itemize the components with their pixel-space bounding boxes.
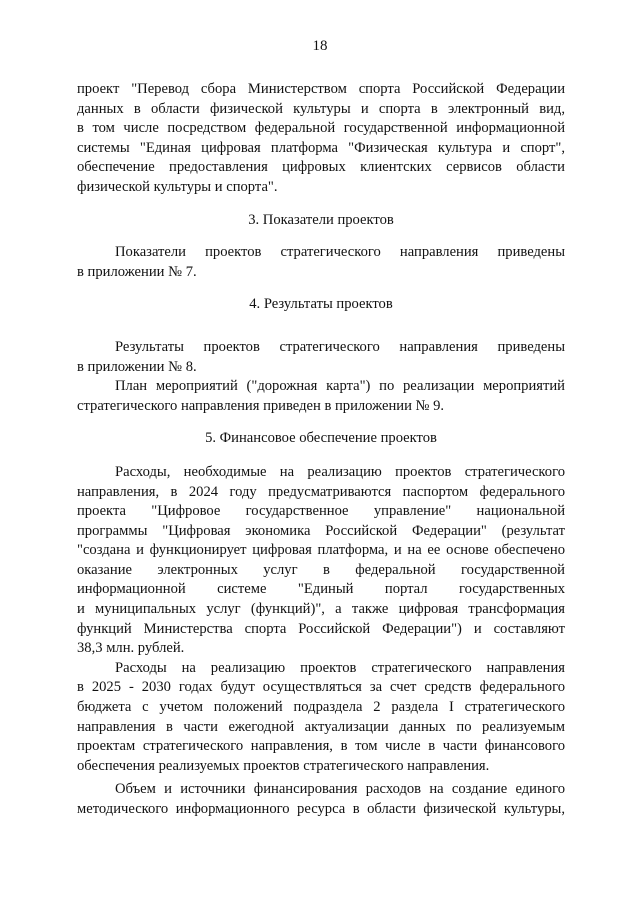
text-line: стратегического направления приведен в приложении № 9.: [77, 397, 445, 414]
text-line: Результаты проектов стратегического направления приведены: [115, 338, 565, 355]
text-line: проект "Перевод сбора Министерством спорта Российской Федерации: [77, 81, 565, 97]
paragraph-expenses-2025-2030: [77, 659, 565, 777]
text-line: информационной системе "Единый портал государственных: [77, 581, 565, 598]
text-line: проекта "Цифровое государственное управление" национальной: [77, 503, 565, 520]
text-line: Расходы на реализацию проектов стратегического направления: [115, 659, 565, 676]
text-line: бюджета с учетом положений подраздела 2 раздела I стратегического: [77, 699, 565, 716]
text-line: оказание электронных услуг в федеральной государственной: [77, 561, 565, 578]
text-line: в том числе посредством федеральной государственной информационной: [77, 120, 565, 137]
text-line: 38,3 млн. рублей.: [77, 640, 185, 657]
paragraph-indicators: [77, 243, 565, 282]
text-line: Расходы, необходимые на реализацию проектов стратегического: [115, 463, 565, 480]
text-line: обеспечения реализуемых проектов стратегического направления.: [77, 757, 490, 774]
section-heading-indicators: 3. Показатели проектов: [248, 211, 394, 228]
text-line: "создана и функционирует цифровая платформа, и на ее основе обеспечено: [77, 542, 565, 559]
text-line: в 2025 - 2030 годах будут осуществляться за счет средств федерального: [77, 679, 565, 696]
paragraph-funding-sources: [77, 780, 565, 819]
page-body: [77, 80, 565, 820]
page-number: 18: [312, 38, 328, 54]
text-line: в приложении № 7.: [77, 263, 197, 280]
text-line: Показатели проектов стратегического направления приведены: [115, 244, 565, 261]
paragraph-expenses-2024: [77, 463, 565, 659]
text-line: Объем и источники финансирования расходов на создание единого: [115, 781, 565, 798]
text-line: направления, в 2024 году предусматриваются паспортом федерального: [77, 483, 565, 500]
text-line: в приложении № 8.: [77, 358, 197, 375]
text-line: программы "Цифровая экономика Российской Федерации" (результат: [77, 522, 565, 539]
text-line: физической культуры и спорта".: [77, 178, 278, 195]
section-heading-financing: 5. Финансовое обеспечение проектов: [205, 430, 437, 447]
text-line: направления в части ежегодной актуализации данных по реализуемым: [77, 718, 565, 735]
text-line: данных в области физической культуры и спорта в электронный вид,: [77, 100, 565, 117]
text-line: функций Министерства спорта Российской Федерации") и составляют: [77, 620, 565, 637]
paragraph-results: [77, 338, 565, 377]
text-line: обеспечение предоставления цифровых клиентских сервисов области: [77, 159, 565, 176]
paragraph-roadmap: [77, 377, 565, 416]
text-line: системы "Единая цифровая платформа "Физическая культура и спорт",: [77, 139, 565, 156]
text-line: План мероприятий ("дорожная карта") по реализации мероприятий: [115, 378, 565, 395]
section-heading-results: 4. Результаты проектов: [249, 296, 393, 313]
text-line: и муниципальных услуг (функций)", а также цифровая трансформация: [77, 601, 565, 618]
text-line: проектам стратегического направления, в том числе в части финансового: [77, 738, 565, 755]
paragraph-project-continuation: [77, 80, 565, 198]
text-line: методического информационного ресурса в области физической культуры,: [77, 801, 565, 817]
